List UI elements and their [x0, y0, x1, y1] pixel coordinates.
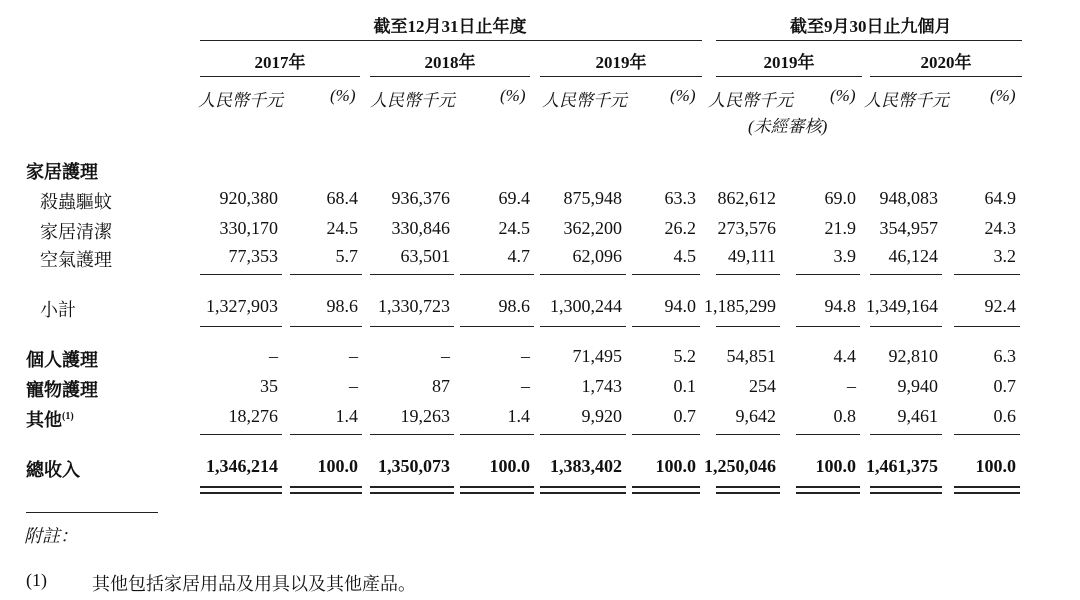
cell-personal-2: – [441, 346, 450, 366]
cell-total-5: 100.0 [655, 456, 696, 476]
cell-insect-7: 69.0 [824, 188, 856, 208]
cell-air-2: 63,501 [400, 246, 450, 266]
cell-subtotal-3: 98.6 [498, 296, 530, 316]
cell-other-4: 9,920 [581, 406, 622, 426]
row-rule-other [370, 434, 454, 435]
cell-subtotal-2: 1,330,723 [378, 296, 450, 316]
cell-pet-3: – [521, 376, 530, 396]
unit-pct-2020-nine-months: (%) [990, 86, 1016, 105]
year-header-2018: 2018年 [424, 53, 476, 72]
cell-other-1: 1.4 [335, 406, 358, 426]
cell-total-1: 100.0 [317, 456, 358, 476]
unit-rmb-2020-nine-months: 人民幣千元 [864, 91, 949, 110]
cell-pet-6: 254 [749, 376, 776, 396]
row-rule-air [796, 274, 860, 275]
group-header-full-year-rule [200, 40, 702, 41]
cell-personal-6: 54,851 [726, 346, 776, 366]
year-header-2017: 2017年 [254, 53, 306, 72]
row-label-insect [40, 188, 112, 214]
cell-clean-9: 24.3 [984, 218, 1016, 238]
cell-pet-9: 0.7 [993, 376, 1016, 396]
year-header-2020-nine-months: 2020年 [920, 53, 972, 72]
cell-clean-1: 24.5 [326, 218, 358, 238]
row-label-text: 小計 [40, 300, 76, 320]
cell-clean-3: 24.5 [498, 218, 530, 238]
cell-other-2: 19,263 [400, 406, 450, 426]
cell-insect-0: 920,380 [219, 188, 278, 208]
total-double-rule [632, 492, 700, 494]
row-label-subtotal [40, 296, 76, 322]
row-rule-other [796, 434, 860, 435]
cell-air-9: 3.2 [993, 246, 1016, 266]
cell-total-8: 1,461,375 [866, 456, 938, 476]
cell-pet-0: 35 [260, 376, 278, 396]
total-double-rule [290, 486, 362, 488]
cell-insect-5: 63.3 [664, 188, 696, 208]
row-label-clean [40, 218, 112, 244]
total-double-rule [954, 492, 1020, 494]
cell-total-7: 100.0 [815, 456, 856, 476]
footnote-ref: (1) [62, 411, 74, 422]
row-rule-air [540, 274, 626, 275]
unit-pct-2019-nine-months: (%) [830, 86, 856, 105]
unit-rmb-2017: 人民幣千元 [198, 91, 283, 110]
row-rule-air [460, 274, 534, 275]
total-double-rule [716, 492, 780, 494]
cell-subtotal-1: 98.6 [326, 296, 358, 316]
cell-insect-8: 948,083 [879, 188, 938, 208]
row-rule-air [954, 274, 1020, 275]
cell-air-7: 3.9 [833, 246, 856, 266]
row-rule-subtotal [632, 326, 700, 327]
row-rule-air [632, 274, 700, 275]
cell-personal-0: – [269, 346, 278, 366]
row-label-text: 殺蟲驅蚊 [40, 192, 112, 212]
cell-clean-4: 362,200 [563, 218, 622, 238]
cell-insect-9: 64.9 [984, 188, 1016, 208]
unaudited-label: (未經審核) [748, 117, 828, 136]
row-rule-other [632, 434, 700, 435]
cell-total-9: 100.0 [975, 456, 1016, 476]
total-double-rule [540, 486, 626, 488]
row-label-text: 家居清潔 [40, 222, 112, 242]
row-rule-other [290, 434, 362, 435]
cell-pet-1: – [349, 376, 358, 396]
row-rule-air [370, 274, 454, 275]
cell-clean-8: 354,957 [879, 218, 938, 238]
cell-clean-2: 330,846 [391, 218, 450, 238]
row-rule-other [870, 434, 942, 435]
row-label-personal [26, 346, 98, 372]
note-text-1: 其他包括家居用品及用具以及其他產品。 [92, 574, 416, 594]
cell-insect-4: 875,948 [563, 188, 622, 208]
total-double-rule [460, 492, 534, 494]
cell-pet-2: 87 [432, 376, 450, 396]
row-rule-subtotal [540, 326, 626, 327]
row-label-other [26, 406, 74, 432]
cell-clean-6: 273,576 [717, 218, 776, 238]
cell-personal-1: – [349, 346, 358, 366]
cell-pet-7: – [847, 376, 856, 396]
total-double-rule [870, 492, 942, 494]
cell-other-7: 0.8 [833, 406, 856, 426]
row-rule-subtotal [954, 326, 1020, 327]
section-home-care: 家居護理 [26, 162, 98, 182]
cell-personal-8: 92,810 [888, 346, 938, 366]
total-double-rule [954, 486, 1020, 488]
row-rule-air [716, 274, 780, 275]
row-label-air [40, 246, 112, 272]
unit-pct-2018: (%) [500, 86, 526, 105]
cell-subtotal-9: 92.4 [984, 296, 1016, 316]
cell-other-9: 0.6 [993, 406, 1016, 426]
row-rule-subtotal [290, 326, 362, 327]
year-rule-2020-nine-months [870, 76, 1022, 77]
cell-air-3: 4.7 [507, 246, 530, 266]
total-double-rule [796, 492, 860, 494]
cell-personal-4: 71,495 [572, 346, 622, 366]
cell-other-0: 18,276 [228, 406, 278, 426]
year-rule-2017 [200, 76, 360, 77]
row-rule-other [540, 434, 626, 435]
row-rule-air [870, 274, 942, 275]
row-rule-subtotal [200, 326, 282, 327]
row-label-text: 個人護理 [26, 350, 98, 370]
cell-air-0: 77,353 [228, 246, 278, 266]
year-rule-2019 [540, 76, 702, 77]
total-double-rule [460, 486, 534, 488]
unit-rmb-2019-nine-months: 人民幣千元 [708, 91, 793, 110]
cell-subtotal-7: 94.8 [824, 296, 856, 316]
group-header-full-year: 截至12月31日止年度 [373, 17, 527, 36]
cell-personal-5: 5.2 [673, 346, 696, 366]
row-rule-subtotal [716, 326, 780, 327]
cell-air-6: 49,111 [727, 246, 776, 266]
cell-pet-4: 1,743 [581, 376, 622, 396]
total-double-rule [200, 492, 282, 494]
cell-air-5: 4.5 [673, 246, 696, 266]
cell-insect-2: 936,376 [391, 188, 450, 208]
cell-subtotal-4: 1,300,244 [550, 296, 622, 316]
cell-total-4: 1,383,402 [550, 456, 622, 476]
cell-subtotal-6: 1,185,299 [704, 296, 776, 316]
row-rule-other [200, 434, 282, 435]
group-header-nine-months-rule [716, 40, 1022, 41]
total-double-rule [200, 486, 282, 488]
unit-rmb-2018: 人民幣千元 [370, 91, 455, 110]
cell-personal-7: 4.4 [833, 346, 856, 366]
row-label-text: 空氣護理 [40, 250, 112, 270]
year-rule-2019-nine-months [716, 76, 862, 77]
cell-total-0: 1,346,214 [206, 456, 278, 476]
note-marker-1: (1) [26, 570, 47, 590]
unit-pct-2017: (%) [330, 86, 356, 105]
row-label-pet [26, 376, 98, 402]
group-header-nine-months: 截至9月30日止九個月 [790, 17, 952, 36]
total-double-rule [632, 486, 700, 488]
cell-personal-3: – [521, 346, 530, 366]
row-label-text: 寵物護理 [26, 380, 98, 400]
year-header-2019-nine-months: 2019年 [763, 53, 815, 72]
cell-pet-5: 0.1 [673, 376, 696, 396]
cell-clean-5: 26.2 [664, 218, 696, 238]
notes-rule [26, 512, 158, 513]
row-label-total [26, 456, 80, 482]
cell-subtotal-0: 1,327,903 [206, 296, 278, 316]
cell-other-3: 1.4 [507, 406, 530, 426]
row-rule-subtotal [370, 326, 454, 327]
total-double-rule [870, 486, 942, 488]
cell-insect-6: 862,612 [717, 188, 776, 208]
unit-rmb-2019: 人民幣千元 [542, 91, 627, 110]
cell-air-1: 5.7 [335, 246, 358, 266]
notes-title: 附註： [24, 526, 78, 546]
cell-clean-0: 330,170 [219, 218, 278, 238]
cell-insect-1: 68.4 [326, 188, 358, 208]
row-rule-air [200, 274, 282, 275]
cell-pet-8: 9,940 [897, 376, 938, 396]
cell-subtotal-5: 94.0 [664, 296, 696, 316]
cell-insect-3: 69.4 [498, 188, 530, 208]
row-rule-other [460, 434, 534, 435]
total-double-rule [370, 486, 454, 488]
cell-subtotal-8: 1,349,164 [866, 296, 938, 316]
year-rule-2018 [370, 76, 530, 77]
total-double-rule [540, 492, 626, 494]
total-double-rule [716, 486, 780, 488]
cell-total-2: 1,350,073 [378, 456, 450, 476]
cell-other-8: 9,461 [897, 406, 938, 426]
row-rule-subtotal [870, 326, 942, 327]
row-rule-subtotal [460, 326, 534, 327]
year-header-2019: 2019年 [595, 53, 647, 72]
cell-total-6: 1,250,046 [704, 456, 776, 476]
cell-clean-7: 21.9 [824, 218, 856, 238]
row-rule-subtotal [796, 326, 860, 327]
row-rule-other [954, 434, 1020, 435]
cell-other-6: 9,642 [735, 406, 776, 426]
row-rule-other [716, 434, 780, 435]
cell-air-4: 62,096 [572, 246, 622, 266]
cell-total-3: 100.0 [489, 456, 530, 476]
cell-other-5: 0.7 [673, 406, 696, 426]
row-label-text: 總收入 [26, 460, 80, 480]
total-double-rule [290, 492, 362, 494]
total-double-rule [370, 492, 454, 494]
total-double-rule [796, 486, 860, 488]
unit-pct-2019: (%) [670, 86, 696, 105]
cell-air-8: 46,124 [888, 246, 938, 266]
row-rule-air [290, 274, 362, 275]
row-label-text: 其他 [26, 410, 62, 430]
cell-personal-9: 6.3 [993, 346, 1016, 366]
